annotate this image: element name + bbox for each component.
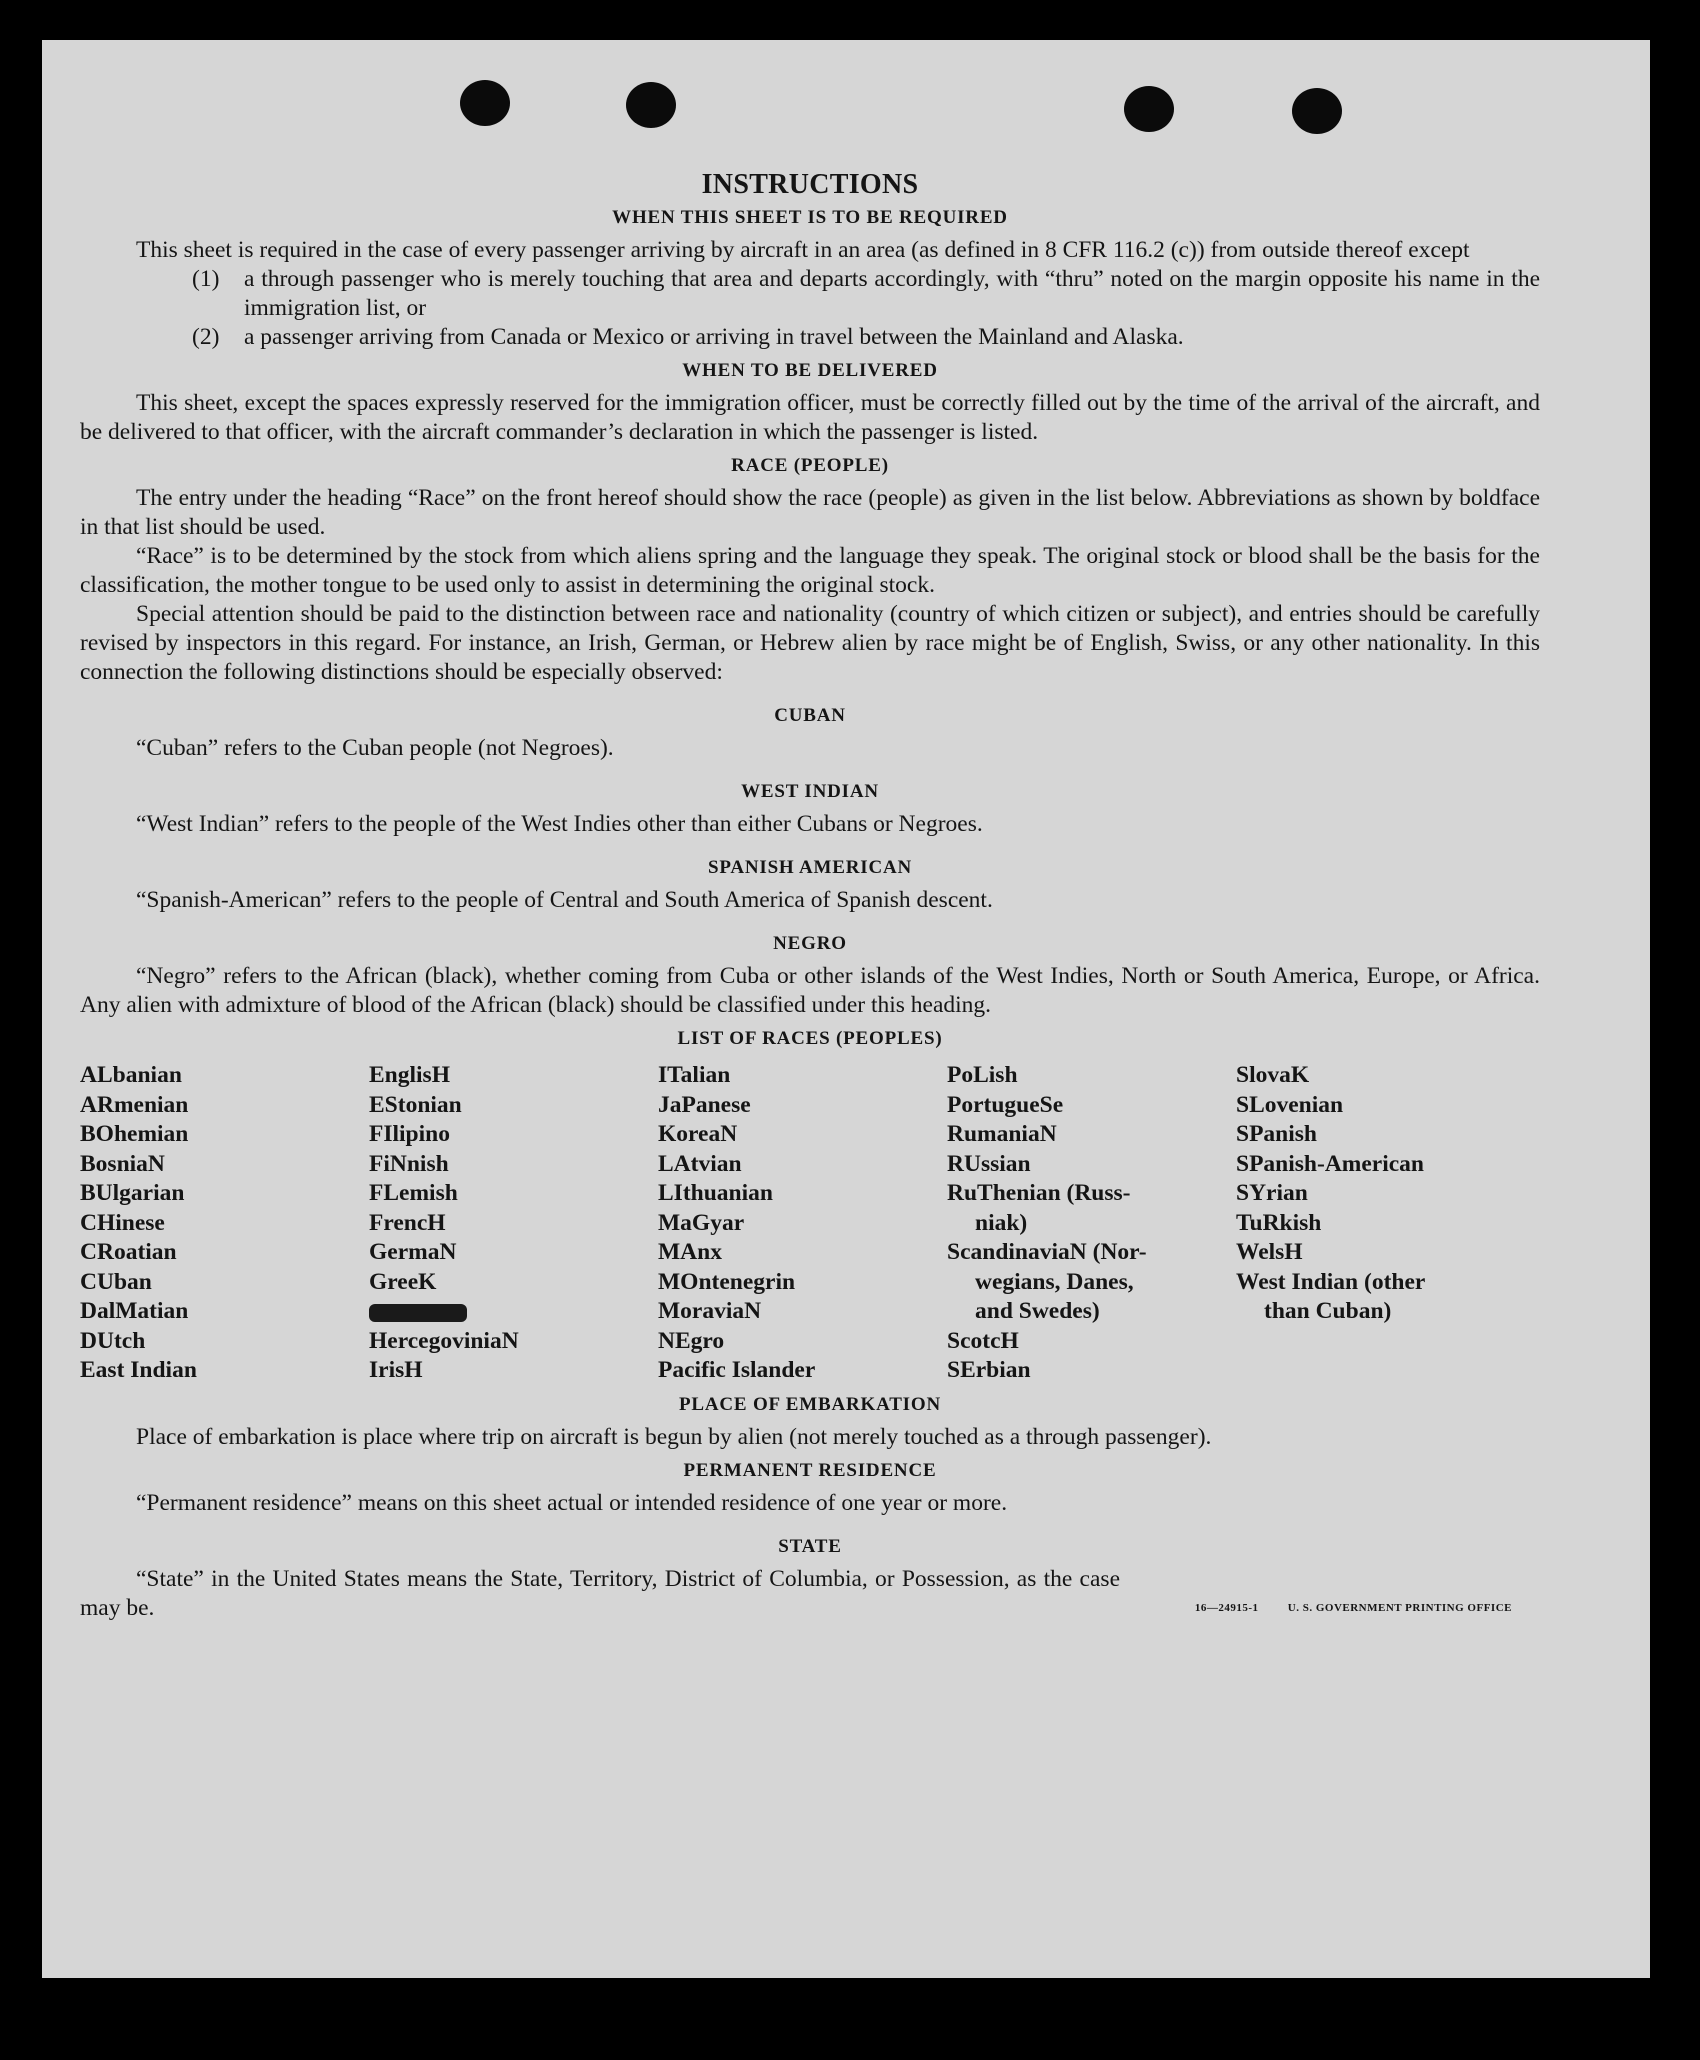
race-item: BosniaN — [80, 1150, 165, 1177]
race-item-continued: than Cuban) — [1264, 1298, 1392, 1324]
race-item: West Indian (other — [1236, 1268, 1426, 1295]
race-item: GermaN — [369, 1239, 457, 1265]
race-item: EnglisH — [369, 1062, 450, 1088]
race-item-continued: and Swedes) — [975, 1298, 1100, 1324]
race-item: SPanish — [1236, 1121, 1317, 1147]
section-heading: WHEN TO BE DELIVERED — [682, 360, 938, 381]
race-item: GreeK — [369, 1268, 437, 1295]
item-text: a through passenger who is merely touching that area and departs accordingly, with “thru” noted on the margin opposite his name in the immigration list, or — [244, 266, 1540, 321]
section-heading: NEGRO — [773, 933, 847, 954]
paragraph: “State” in the United States means the State, Territory, District of Columbia, or Possession, as the case may be. — [80, 1565, 1120, 1621]
race-item: LAtvian — [658, 1150, 742, 1177]
race-item: FIlipino — [369, 1121, 450, 1147]
paragraph: “Cuban” refers to the Cuban people (not Negroes). — [136, 735, 614, 761]
race-item: ScandinaviaN (Nor- — [947, 1239, 1147, 1265]
race-item: LIthuanian — [658, 1180, 773, 1206]
paragraph: This sheet, except the spaces expressly reserved for the immigration officer, must be correctly filled out by the time of the arrival of the aircraft, and be delivered to that officer, with the aircraft commander’s declaration in which the passenger is listed. — [80, 390, 1540, 445]
paragraph: “Spanish-American” refers to the people of Central and South America of Spanish descent. — [136, 887, 993, 913]
paragraph: “Negro” refers to the African (black), whether coming from Cuba or other islands of the West Indies, North or South America, Europe, or Africa. Any alien with admixture of blood of the African (black) should be classified under this heading. — [80, 963, 1540, 1018]
race-item: HercegoviniaN — [369, 1327, 519, 1354]
race-item: MaGyar — [658, 1209, 745, 1236]
paragraph: Place of embarkation is place where trip on aircraft is begun by alien (not merely touched as a through passenger). — [136, 1423, 1212, 1450]
list-item — [192, 265, 1540, 323]
race-item: ScotcH — [947, 1327, 1019, 1354]
section-heading: SPANISH AMERICAN — [707, 857, 913, 878]
race-item: CHinese — [80, 1209, 165, 1236]
race-item: FLemish — [369, 1180, 458, 1206]
race-item-continued: niak) — [975, 1209, 1028, 1236]
paragraph: “Race” is to be determined by the stock from which aliens spring and the language they speak. The original stock or blood shall be the basis for the classification, the mother tongue to be used only to assist in determining the original stock. — [80, 543, 1540, 598]
punch-hole — [1292, 88, 1342, 134]
item-number: (1) — [192, 266, 220, 292]
race-item: DUtch — [80, 1327, 146, 1354]
section-heading: PLACE OF EMBARKATION — [679, 1393, 941, 1415]
race-item: Pacific Islander — [658, 1357, 816, 1383]
race-item: BUlgarian — [80, 1180, 185, 1206]
race-item: PortugueSe — [947, 1091, 1064, 1118]
race-item: WelsH — [1236, 1239, 1303, 1265]
race-item: NEgro — [658, 1327, 725, 1354]
form-number: 16—24915-1 — [1194, 1601, 1259, 1614]
race-item: CUban — [80, 1268, 152, 1295]
race-item: IrisH — [369, 1357, 423, 1383]
printer-imprint — [1195, 1594, 1512, 1623]
race-item: RuThenian (Russ- — [947, 1180, 1131, 1206]
race-item: MoraviaN — [658, 1298, 762, 1324]
race-item: SYrian — [1236, 1180, 1308, 1206]
document-sheet — [42, 40, 1650, 1978]
list-item — [192, 323, 1540, 352]
race-item: PoLish — [947, 1062, 1018, 1088]
printer-name: U. S. GOVERNMENT PRINTING OFFICE — [1287, 1601, 1512, 1614]
paragraph: Special attention should be paid to the distinction between race and nationality (country of which citizen or subject), and entries should be carefully revised by inspectors in this regard. For instance, an Irish, German, or Hebrew alien by race might be of English, Swiss, or any other nationality. In this connection the following distinctions should be especially observed: — [80, 601, 1540, 685]
item-text: a passenger arriving from Canada or Mexico or arriving in travel between the Mainland and Alaska. — [244, 324, 1184, 350]
races-column — [947, 1061, 1236, 1386]
races-column — [369, 1061, 658, 1386]
punch-hole — [626, 82, 676, 128]
race-item: SPanish-American — [1236, 1150, 1424, 1177]
race-item: EStonian — [369, 1091, 462, 1118]
race-item: MOntenegrin — [658, 1268, 796, 1295]
race-item: KoreaN — [658, 1121, 738, 1147]
race-item: TuRkish — [1236, 1209, 1322, 1236]
race-item: SErbian — [947, 1357, 1031, 1383]
race-item: RumaniaN — [947, 1121, 1057, 1147]
section-heading: WHEN THIS SHEET IS TO BE REQUIRED — [612, 207, 1008, 228]
section-heading: CUBAN — [774, 705, 846, 726]
race-item: DalMatian — [80, 1298, 189, 1324]
races-list — [80, 1061, 1540, 1386]
paragraph: “Permanent residence” means on this sheet actual or intended residence of one year or more. — [136, 1489, 1008, 1516]
race-item: FrencH — [369, 1209, 446, 1236]
footer-row — [80, 1565, 1540, 1623]
race-item: ITalian — [658, 1062, 731, 1088]
instructions-content — [80, 170, 1540, 1623]
page-title: INSTRUCTIONS — [701, 169, 919, 200]
race-item-redacted — [369, 1297, 658, 1327]
section-heading: LIST OF RACES (PEOPLES) — [677, 1028, 943, 1049]
punch-hole — [460, 80, 510, 126]
item-number: (2) — [192, 324, 220, 350]
races-column — [658, 1061, 947, 1386]
races-column — [1236, 1061, 1525, 1386]
section-heading: WEST INDIAN — [741, 781, 879, 802]
race-item-continued: wegians, Danes, — [975, 1268, 1134, 1295]
race-item: SLovenian — [1236, 1091, 1344, 1118]
race-item: East Indian — [80, 1357, 197, 1383]
section-heading: STATE — [778, 1535, 842, 1557]
paragraph: “West Indian” refers to the people of the West Indies other than either Cubans or Negroes. — [136, 811, 983, 837]
race-item: BOhemian — [80, 1121, 189, 1147]
paragraph: The entry under the heading “Race” on the front hereof should show the race (people) as given in the list below. Abbreviations as shown by boldface in that list should be used. — [80, 485, 1540, 540]
race-item: RUssian — [947, 1150, 1031, 1177]
section-heading: RACE (PEOPLE) — [731, 455, 889, 476]
races-column — [80, 1061, 369, 1386]
redaction-mark — [369, 1304, 467, 1322]
race-item: ALbanian — [80, 1062, 182, 1088]
race-item: MAnx — [658, 1239, 722, 1265]
punch-hole — [1124, 86, 1174, 132]
paragraph: This sheet is required in the case of every passenger arriving by aircraft in an area (as defined in 8 CFR 116.2 (c)) from outside thereof except — [136, 237, 1470, 263]
race-item: CRoatian — [80, 1239, 177, 1265]
race-item: FiNnish — [369, 1150, 449, 1177]
race-item: SlovaK — [1236, 1062, 1310, 1088]
race-item: JaPanese — [658, 1091, 751, 1118]
section-heading: PERMANENT RESIDENCE — [683, 1459, 937, 1481]
race-item: ARmenian — [80, 1091, 189, 1118]
